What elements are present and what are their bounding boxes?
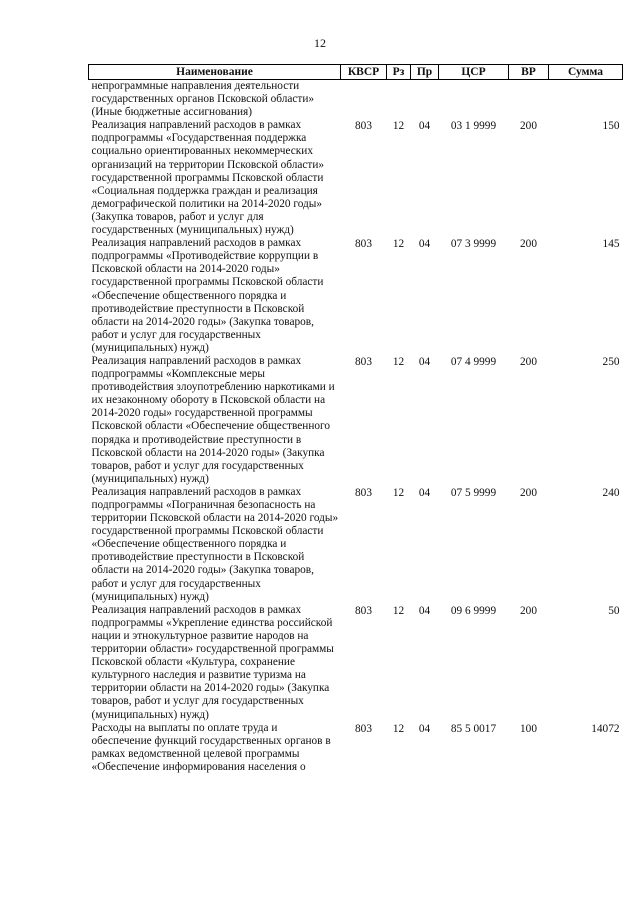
row-pr: 04	[418, 486, 431, 499]
row-csr: 07 3 9999	[450, 238, 497, 251]
row-kvsr	[341, 80, 387, 120]
row-kvsr: 803	[355, 355, 372, 368]
budget-table	[88, 64, 623, 774]
row-csr: 09 6 9999	[450, 604, 497, 617]
row-vr: 200	[520, 120, 537, 133]
row-sum: 150	[602, 120, 620, 133]
row-sum: 240	[602, 486, 620, 499]
row-name: Реализация направлений расходов в рамках подпрограммы «Государственная поддержка социально ориентированных некоммерческих организаций на территории Псковской области» государственной программы Псковской области «Социальная поддержка граждан и реализация демографической политики на 2014-2020 годы» (Закупка товаров, работ и услуг для государственных (муниципальных) нужд)	[91, 119, 325, 237]
row-rz: 12	[392, 120, 405, 133]
row-vr: 200	[520, 486, 537, 499]
table-row	[89, 237, 623, 355]
row-vr: 200	[520, 238, 537, 251]
row-name: Реализация направлений расходов в рамках подпрограммы «Противодействие коррупции в Псковской области на 2014-2020 годы» государственной программы Псковской области «Обеспечение общественного порядка и противодействие преступности в Псковской области на 2014-2020 годы» (Закупка товаров, работ и услуг для государственных (муниципальных) нужд)	[91, 237, 324, 354]
row-kvsr: 803	[355, 604, 372, 617]
table-header-row	[89, 65, 623, 80]
row-rz: 12	[392, 722, 405, 735]
row-name: Реализация направлений расходов в рамках подпрограммы «Пограничная безопасность на территории Псковской области на 2014-2020 годы» государственной программы Псковской области «Обеспечение общественного порядка и противодействие преступности в Псковской области на 2014-2020 годы» (Закупка товаров, работ и услуг для государственных (муниципальных) нужд)	[91, 485, 339, 603]
row-pr: 04	[418, 238, 431, 251]
page-number: 12	[314, 36, 326, 50]
row-csr: 85 5 0017	[450, 722, 497, 735]
row-rz: 12	[392, 238, 405, 251]
row-vr: 200	[520, 355, 537, 368]
table-row	[89, 722, 623, 774]
row-rz: 12	[392, 486, 405, 499]
row-name: Реализация направлений расходов в рамках подпрограммы «Комплексные меры противодействия злоупотреблению наркотиками и их незаконному обороту в Псковской области на 2014-2020 годы» государственной программы Псковской области «Обеспечение общественного порядка и противодействие преступности в Псковской области на 2014-2020 годы» (Закупка товаров, работ и услуг для государственных (муниципальных) нужд)	[91, 354, 335, 485]
header-kvsr: КВСР	[341, 65, 387, 80]
row-vr: 200	[520, 604, 537, 617]
row-csr: 07 5 9999	[450, 486, 497, 499]
header-name: Наименование	[89, 65, 341, 80]
row-pr: 04	[418, 120, 431, 133]
row-sum: 145	[602, 238, 620, 251]
row-rz: 12	[392, 355, 405, 368]
row-rz	[387, 80, 411, 120]
row-sum: 250	[602, 355, 620, 368]
header-csr: ЦСР	[439, 65, 509, 80]
row-name: Расходы на выплаты по оплате труда и обеспечение функций государственных органов в рамках ведомственной целевой программы «Обеспечение информирования населения о	[91, 721, 331, 773]
table-row	[89, 119, 623, 237]
row-vr: 100	[520, 722, 537, 735]
row-name: непрограммные направления деятельности государственных органов Псковской области» (Иные бюджетные ассигнования)	[91, 80, 315, 119]
row-kvsr: 803	[355, 486, 372, 499]
header-sum: Сумма	[549, 65, 623, 80]
row-sum: 14072	[591, 722, 620, 735]
row-csr	[439, 80, 509, 120]
table-row	[89, 604, 623, 722]
table-row	[89, 80, 623, 120]
table-row	[89, 486, 623, 604]
row-kvsr: 803	[355, 120, 372, 133]
row-pr: 04	[418, 722, 431, 735]
row-sum: 50	[608, 604, 620, 617]
row-pr: 04	[418, 604, 431, 617]
row-rz: 12	[392, 604, 405, 617]
row-csr: 03 1 9999	[450, 120, 497, 133]
row-csr: 07 4 9999	[450, 355, 497, 368]
row-kvsr: 803	[355, 238, 372, 251]
row-kvsr: 803	[355, 722, 372, 735]
table-row	[89, 355, 623, 486]
row-sum	[549, 80, 623, 120]
row-pr	[411, 80, 439, 120]
row-pr: 04	[418, 355, 431, 368]
row-vr	[509, 80, 549, 120]
header-pr: Пр	[411, 65, 439, 80]
header-vr: ВР	[509, 65, 549, 80]
header-rz: Рз	[387, 65, 411, 80]
row-name: Реализация направлений расходов в рамках подпрограммы «Укрепление единства российской нации и этнокультурное развитие народов на территории области» государственной программы Псковской области «Культура, сохранение культурного наследия и развитие туризма на территории области на 2014-2020 годы» (Закупка товаров, работ и услуг для государственных (муниципальных) нужд)	[91, 603, 334, 721]
